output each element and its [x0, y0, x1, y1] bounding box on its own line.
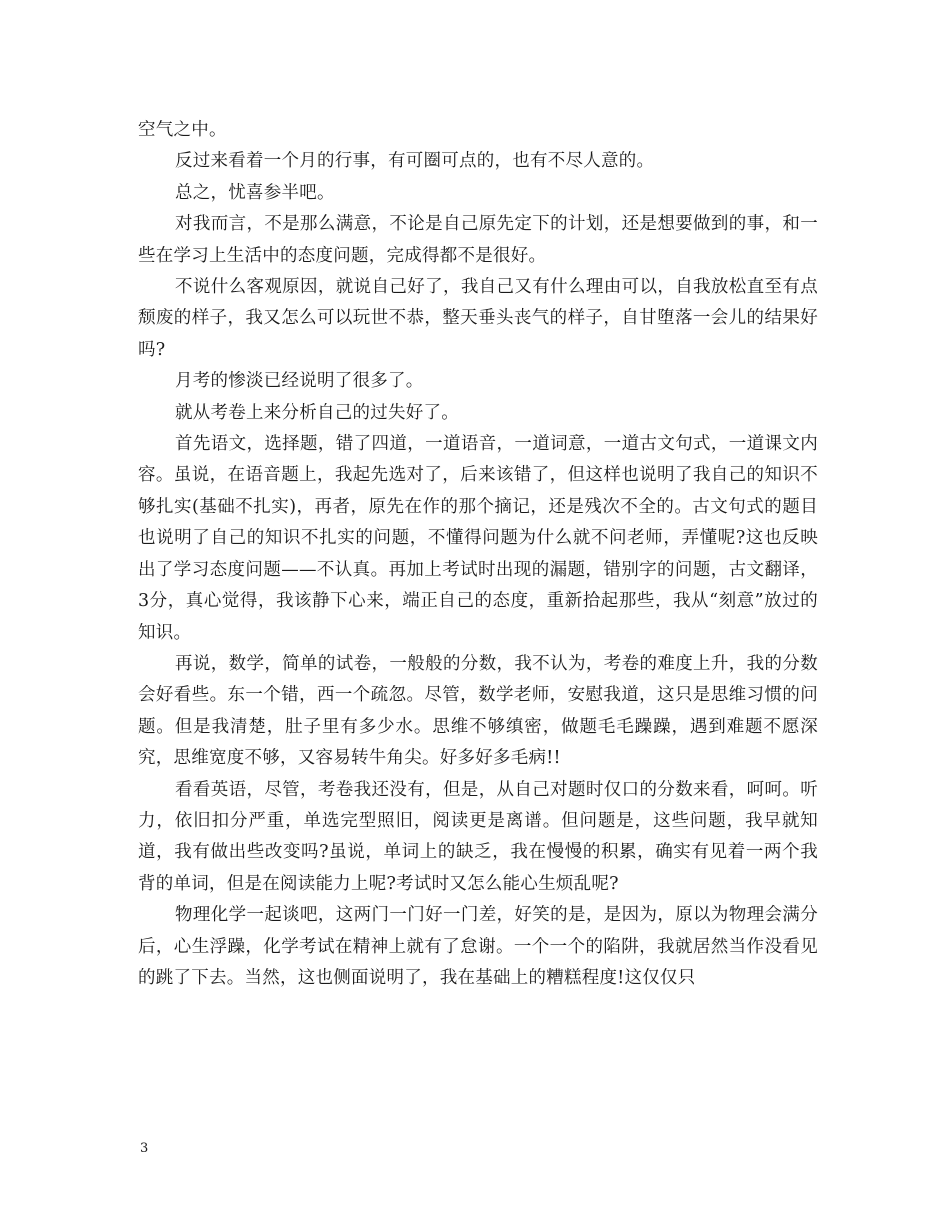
- paragraph-9: 再说，数学，简单的试卷，一般般的分数，我不认为，考卷的难度上升，我的分数会好看些。东一个错，西一个疏忽。尽管，数学老师，安慰我道，这只是思维习惯的问题。但是我清楚，肚子里有多少水。思维不够缜密，做题毛毛躁躁，遇到难题不愿深究，思维宽度不够，又容易转牛角尖。好多好多毛病!!: [138, 653, 818, 769]
- document-body: [138, 115, 818, 994]
- paragraph-11: 物理化学一起谈吧，这两门一门好一门差，好笑的是，是因为，原以为物理会满分后，心生浮躁，化学考试在精神上就有了怠谢。一个一个的陷阱，我就居然当作没看见的跳了下去。当然，这也侧面说明了，我在基础上的糟糕程度!这仅仅只: [138, 905, 818, 988]
- paragraph-5: 不说什么客观原因，就说自己好了，我自己又有什么理由可以，自我放松直至有点颓废的样子，我又怎么可以玩世不恭，整天垂头丧气的样子，自甘堕落一会儿的结果好吗?: [138, 277, 818, 360]
- paragraph-3: 总之，忧喜参半吧。: [175, 182, 335, 203]
- paragraph-6: 月考的惨淡已经说明了很多了。: [175, 371, 424, 392]
- paragraph-1: 空气之中。: [138, 120, 227, 140]
- paragraph-10: 看看英语，尽管，考卷我还没有，但是，从自己对题时仅口的分数来看，呵呵。听力，依旧扣分严重，单选完型照旧，阅读更是离谱。但问题是，这些问题，我早就知道，我有做出些改变吗?虽说，单词上的缺乏，我在慢慢的积累，确实有见着一两个我背的单词，但是在阅读能力上呢?考试时又怎么能心生烦乱呢?: [138, 779, 818, 894]
- paragraph-2: 反过来看着一个月的行事，有可圈可点的，也有不尽人意的。: [175, 151, 655, 172]
- paragraph-4: 对我而言，不是那么满意，不论是自己原先定下的计划，还是想要做到的事，和一些在学习上生活中的态度问题，完成得都不是很好。: [138, 214, 818, 266]
- paragraph-8: 首先语文，选择题，错了四道，一道语音，一道词意，一道古文句式，一道课文内容。虽说，在语音题上，我起先选对了，后来该错了，但这样也说明了我自己的知识不够扎实(基础不扎实)，再者，原先在作的那个摘记，还是残次不全的。古文句式的题目也说明了自己的知识不扎实的问题，不懂得问题为什么就不问老师，弄懂呢?这也反映出了学习态度问题——不认真。再加上考试时出现的漏题，错别字的问题，古文翻译，3分，真心觉得，我该静下心来，端正自己的态度，重新拾起那些，我从“刻意”放过的知识。: [138, 434, 818, 643]
- paragraph-7: 就从考卷上来分析自己的过失好了。: [175, 402, 459, 423]
- page-number: 3: [140, 1141, 149, 1156]
